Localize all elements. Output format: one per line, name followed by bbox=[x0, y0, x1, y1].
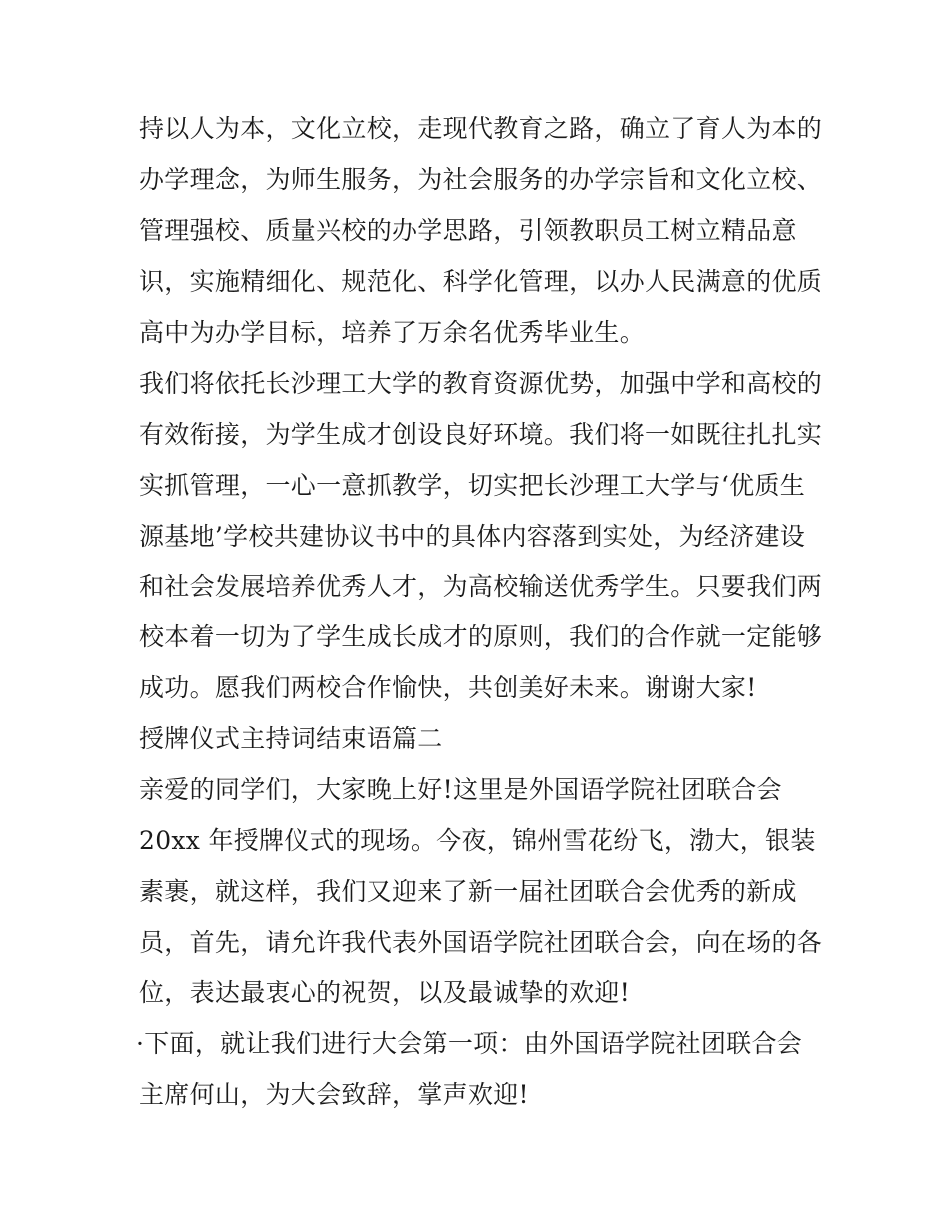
text-line: 位，表达最衷心的祝贺，以及最诚挚的欢迎! bbox=[139, 978, 631, 1007]
text-line: 我们将依托长沙理工大学的教育资源优势，加强中学和高校的 bbox=[139, 369, 823, 398]
text-line: 素裹，就这样，我们又迎来了新一届社团联合会优秀的新成 bbox=[139, 877, 797, 906]
text-line: 员，首先，请允许我代表外国语学院社团联合会，向在场的各 bbox=[139, 928, 823, 957]
text-line: 源基地’学校共建协议书中的具体内容落到实处，为经济建设 bbox=[139, 522, 806, 551]
section-heading: 授牌仪式主持词结束语篇二 bbox=[139, 724, 443, 753]
text-line: 实抓管理，一心一意抓教学，切实把长沙理工大学与‘优质生 bbox=[139, 471, 806, 500]
text-line: 持以人为本，文化立校，走现代教育之路，确立了育人为本的 bbox=[139, 114, 823, 143]
text-line: 管理强校、质量兴校的办学思路，引领教职员工树立精品意 bbox=[139, 216, 797, 245]
text-line: ·下面，就让我们进行大会第一项：由外国语学院社团联合会 bbox=[136, 1029, 803, 1058]
text-line: 和社会发展培养优秀人才，为高校输送优秀学生。只要我们两 bbox=[139, 572, 823, 601]
text-line: 主席何山，为大会致辞，掌声欢迎! bbox=[139, 1080, 529, 1109]
text-line: 高中为办学目标，培养了万余名优秀毕业生。 bbox=[139, 318, 646, 347]
text-line: 校本着一切为了学生成长成才的原则，我们的合作就一定能够 bbox=[139, 622, 823, 651]
text-line: 有效衔接，为学生成才创设良好环境。我们将一如既往扎扎实 bbox=[139, 420, 823, 449]
text-line: 亲爱的同学们，大家晚上好!这里是外国语学院社团联合会 bbox=[139, 775, 782, 804]
text-line: 识，实施精细化、规范化、科学化管理，以办人民满意的优质 bbox=[139, 267, 823, 296]
text-line: 办学理念，为师生服务，为社会服务的办学宗旨和文化立校、 bbox=[139, 165, 823, 194]
text-line: 20xx 年授牌仪式的现场。今夜，锦州雪花纷飞，渤大，银装 bbox=[139, 826, 816, 855]
text-line: 成功。愿我们两校合作愉快，共创美好未来。谢谢大家! bbox=[139, 673, 757, 702]
